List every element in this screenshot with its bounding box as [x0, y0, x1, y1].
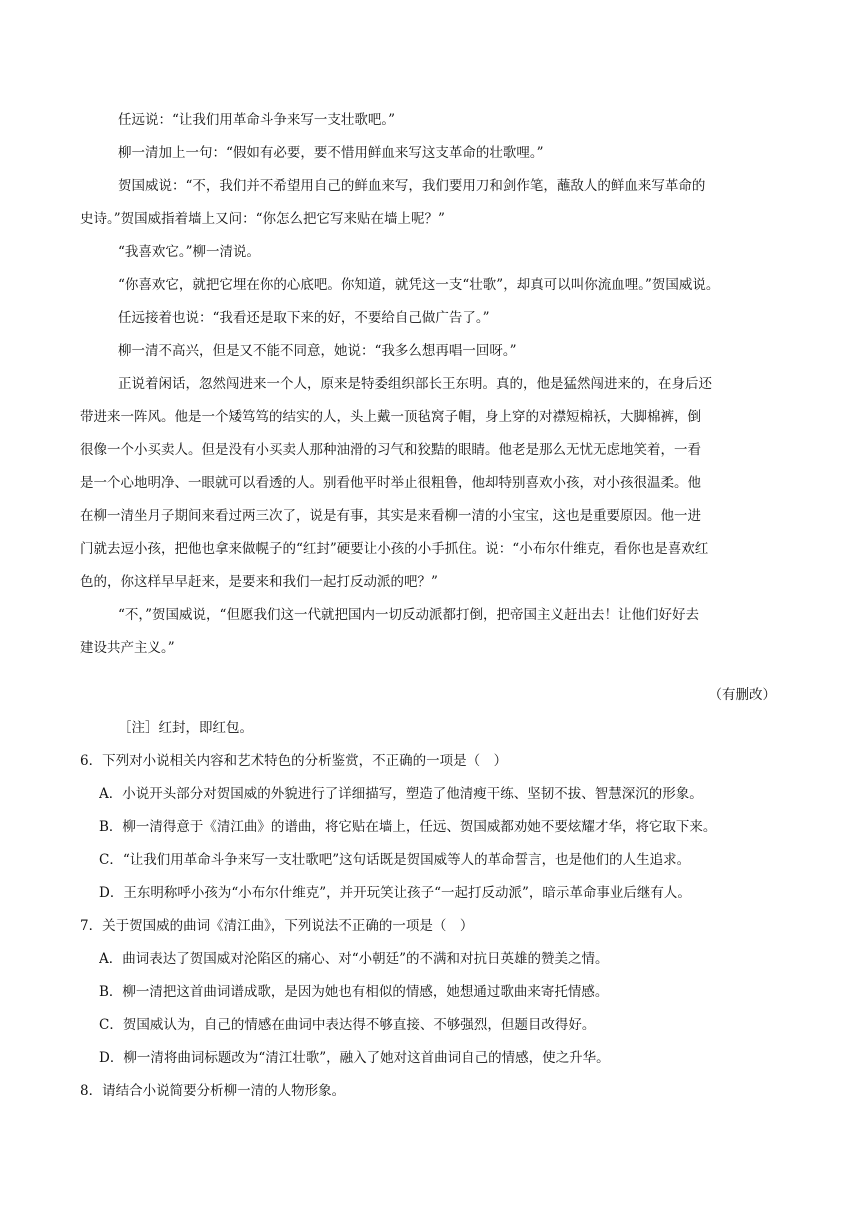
question-7-option-d: D．柳一清将曲词标题改为“清江壮歌”，融入了她对这首曲词自己的情感，使之升华。	[99, 1050, 610, 1066]
paragraph-line: 很像一个小买卖人。但是没有小买卖人那种油滑的习气和狡黠的眼睛。他老是那么无忧无虑地笑着，一看	[80, 442, 701, 458]
question-8-stem: 8．请结合小说简要分析柳一清的人物形象。	[80, 1083, 346, 1099]
question-7-stem: 7．关于贺国威的曲词《清江曲》，下列说法不正确的一项是（ ）	[80, 918, 474, 934]
paragraph-line: 贺国威说：“不，我们并不希望用自己的鲜血来写，我们要用刀和剑作笔，蘸敌人的鲜血来写革命的	[118, 178, 706, 194]
paragraph-line: “我喜欢它。”柳一清说。	[118, 244, 261, 260]
paragraph-line: 任远说：“让我们用革命斗争来写一支壮歌吧。”	[118, 112, 396, 128]
question-7-option-c: C．贺国威认为，自己的情感在曲词中表达得不够直接、不够强烈，但题目改得好。	[99, 1017, 596, 1033]
paragraph-line: 柳一清不高兴，但是又不能不同意，她说：“我多么想再唱一回呀。”	[118, 343, 517, 359]
paragraph-line: “不，”贺国威说，“但愿我们这一代就把国内一切反动派都打倒，把帝国主义赶出去！让他们好好去	[118, 607, 699, 623]
paragraph-line: 在柳一清坐月子期间来看过两三次了，说是有事，其实是来看柳一清的小宝宝，这也是重要原因。他一进	[80, 508, 701, 524]
question-6-option-b: B．柳一清得意于《清江曲》的谱曲，将它贴在墙上，任远、贺国威都劝她不要炫耀才华，将它取下来。	[99, 819, 717, 835]
question-6-option-d: D．王东明称呼小孩为“小布尔什维克”，并开玩笑让孩子“一起打反动派”，暗示革命事业后继有人。	[99, 885, 691, 901]
question-6-option-c: C．“让我们用革命斗争来写一支壮歌吧”这句话既是贺国威等人的革命誓言，也是他们的人生追求。	[99, 852, 691, 868]
question-6-option-a: A．小说开头部分对贺国威的外貌进行了详细描写，塑造了他清瘦干练、坚韧不拔、智慧深沉的形象。	[99, 786, 703, 802]
paragraph-line: 色的，你这样早早赶来，是要来和我们一起打反动派的吧？”	[80, 574, 438, 590]
paragraph-line: 带进来一阵风。他是一个矮笃笃的结实的人，头上戴一顶毡窝子帽，身上穿的对襟短棉袄，大脚棉裤，倒	[80, 409, 701, 425]
question-7-option-b: B．柳一清把这首曲词谱成歌，是因为她也有相似的情感，她想通过歌曲来寄托情感。	[99, 984, 609, 1000]
question-7-option-a: A．曲词表达了贺国威对沦陷区的痛心、对“小朝廷”的不满和对抗日英雄的赞美之情。	[99, 951, 609, 967]
paragraph-line: 是一个心地明净、一眼就可以看透的人。别看他平时举止很粗鲁，他却特别喜欢小孩，对小孩很温柔。他	[80, 475, 701, 491]
annotation-note: ［注］红封，即红包。	[118, 720, 253, 736]
paragraph-line: “你喜欢它，就把它埋在你的心底吧。你知道，就凭这一支“壮歌”，却真可以叫你流血哩。”贺国威说。	[118, 277, 720, 293]
paragraph-line: 任远接着也说：“我看还是取下来的好，不要给自己做广告了。”	[118, 310, 490, 326]
source-note: （有删改）	[708, 687, 776, 703]
paragraph-line: 建设共产主义。”	[80, 640, 175, 656]
question-6-stem: 6．下列对小说相关内容和艺术特色的分析鉴赏，不正确的一项是（ ）	[80, 753, 508, 769]
paragraph-line: 史诗。”贺国威指着墙上又问：“你怎么把它写来贴在墙上呢？”	[80, 211, 445, 227]
paragraph-line: 正说着闲话，忽然闯进来一个人，原来是特委组织部长王东明。真的，他是猛然闯进来的，在身后还	[118, 376, 712, 392]
paragraph-line: 柳一清加上一句：“假如有必要，要不惜用鲜血来写这支革命的壮歌哩。”	[118, 145, 544, 161]
paragraph-line: 门就去逗小孩，把他也拿来做幌子的“红封”硬要让小孩的小手抓住。说：“小布尔什维克，看你也是喜欢红	[80, 541, 709, 557]
